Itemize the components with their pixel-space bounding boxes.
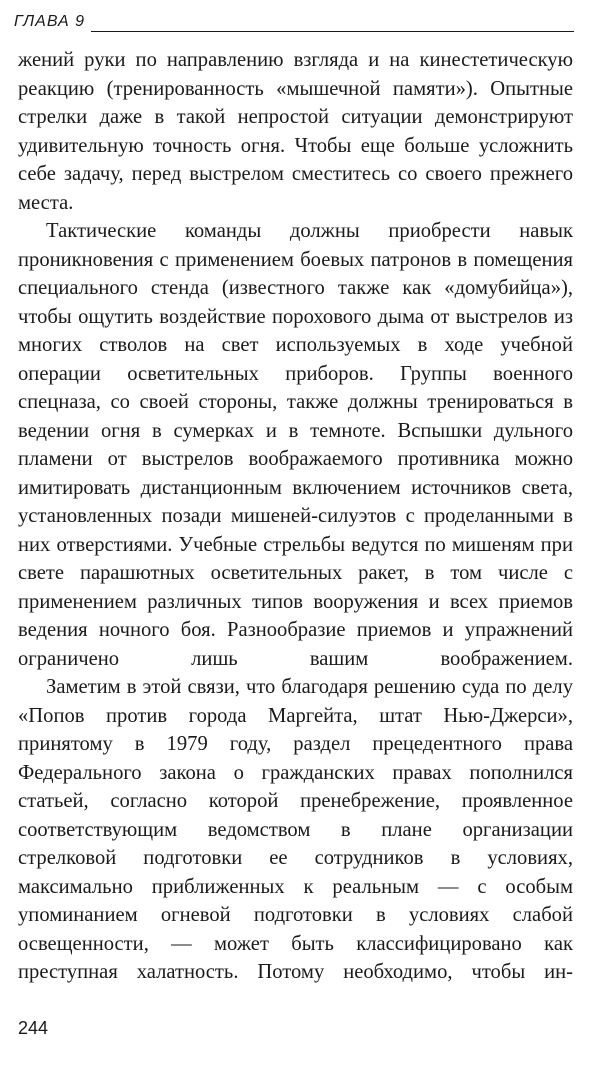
page-number: 244 <box>18 1018 49 1038</box>
running-head <box>14 12 574 34</box>
body-text <box>18 46 573 987</box>
header-rule <box>14 31 574 32</box>
paragraph-tactical-teams: Тактические команды должны приобрести навык проникновения с применением боевых патронов в помещения специального стенда (известного также как «домубийца»), чтобы ощутить воздействие порохового дыма от выстрелов из многих стволов на свет используемых в ходе учебной операции осветительных приборов. Группы военного спецназа, со своей стороны, также должны тренироваться в ведении огня в сумерках и в темноте. Вспышки дульного пламени от выстрелов воображаемого противника можно имитировать дистанционным включением источников света, установленных позади мишеней-силуэтов с проделанными в них отверстиями. Учебные стрельбы ведутся по мишеням при свете парашютных осветительных ракет, в том числе с применением различных типов вооружения и всех приемов ведения ночного боя. Разнообразие приемов и упражнений ограничено лишь вашим воображением. <box>18 220 573 670</box>
paragraph-continuation: жений руки по направлению взгляда и на кинестетическую реакцию (тренированность «мышечной памяти»). Опытные стрелки даже в такой непростой ситуации демонстрируют удивительную точность огня. Чтобы еще больше усложнить себе задачу, перед выстрелом сместитесь со своего прежнего места. <box>18 49 573 214</box>
chapter-heading: ГЛАВА 9 <box>14 12 91 32</box>
paragraph-court-decision: Заметим в этой связи, что благодаря решению суда по делу «Попов против города Маргейта, штат Нью-Джерси», принятому в 1979 году, раздел прецедентного права Федерального закона о гражданских правах пополнился статьей, согласно которой пренебрежение, проявленное соответствующим ведомством в плане организации стрелковой подготовки ее сотрудников в условиях, максимально приближенных к реальным — с особым упоминанием огневой подготовки в условиях слабой освещенности, — может быть классифицировано как преступная халатность. Потому необходимо, чтобы ин- <box>18 676 573 983</box>
